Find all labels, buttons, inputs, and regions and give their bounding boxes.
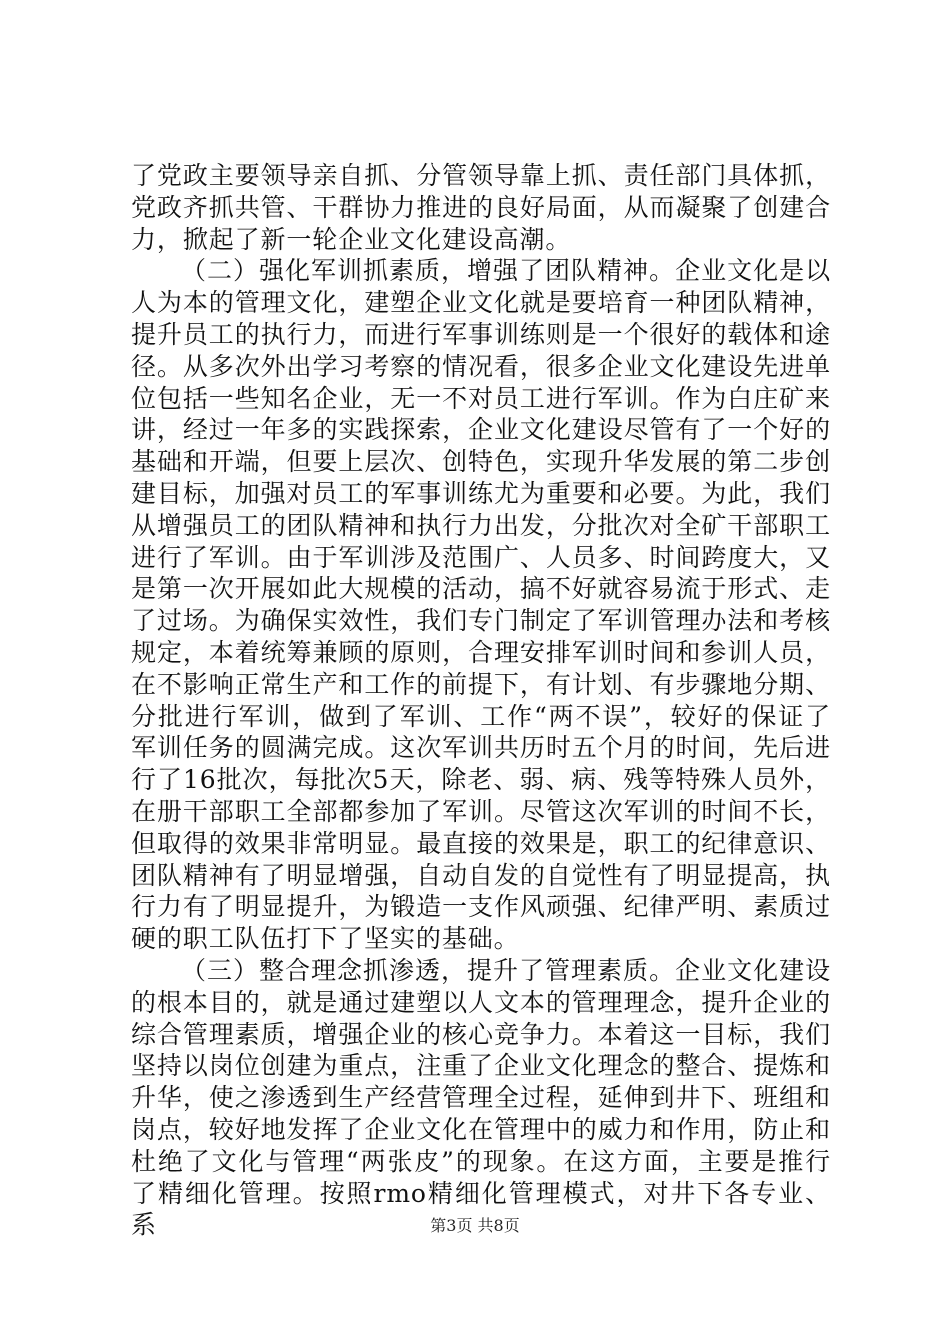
paragraph-military-training: （二）强化军训抓素质，增强了团队精神。企业文化是以人为本的管理文化，建塑企业文化就是要培育一种团队精神，提升员工的执行力，而进行军事训练则是一个很好的载体和途径。从多次外出学习考察的情况看，很多企业文化建设先进单位包括一些知名企业，无一不对员工进行军训。作为白庄矿来讲，经过一年多的实践探索，企业文化建设尽管有了一个好的基础和开端，但要上层次、创特色，实现升华发展的第二步创建目标，加强对员工的军事训练尤为重要和必要。为此，我们从增强员工的团队精神和执行力出发，分批次对全矿干部职工进行了军训。由于军训涉及范围广、人员多、时间跨度大，又是第一次开展如此大规模的活动，搞不好就容易流于形式、走了过场。为确保实效性，我们专门制定了军训管理办法和考核规定，本着统筹兼顾的原则，合理安排军训时间和参训人员，在不影响正常生产和工作的前提下，有计划、有步骤地分期、分批进行军训，做到了军训、工作“两不误”，较好的保证了军训任务的圆满完成。这次军训共历时五个月的时间，先后进行了16批次，每批次5天，除老、弱、病、残等特殊人员外，在册干部职工全部都参加了军训。尽管这次军训的时间不长，但取得的效果非常明显。最直接的效果是，职工的纪律意识、团队精神有了明显增强，自动自发的自觉性有了明显提高，执行力有了明显提升，为锻造一支作风顽强、纪律严明、素质过硬的职工队伍打下了坚实的基础。	[131, 256, 831, 954]
paragraph-management-concepts: （三）整合理念抓渗透，提升了管理素质。企业文化建设的根本目的，就是通过建塑以人文本的管理理念，提升企业的综合管理素质，增强企业的核心竞争力。本着这一目标，我们坚持以岗位创建为重点，注重了企业文化理念的整合、提炼和升华，使之渗透到生产经营管理全过程，延伸到井下、班组和岗点，较好地发挥了企业文化在管理中的威力和作用，防止和杜绝了文化与管理“两张皮”的现象。在这方面，主要是推行了精细化管理。按照rmo精细化管理模式，对井下各专业、系	[131, 955, 831, 1240]
paragraph-continuation: 了党政主要领导亲自抓、分管领导靠上抓、责任部门具体抓，党政齐抓共管、干群协力推进的良好局面，从而凝聚了创建合力，掀起了新一轮企业文化建设高潮。	[131, 161, 831, 254]
page-number-footer: 第3页 共8页	[430, 1216, 520, 1235]
document-body	[131, 160, 831, 1241]
